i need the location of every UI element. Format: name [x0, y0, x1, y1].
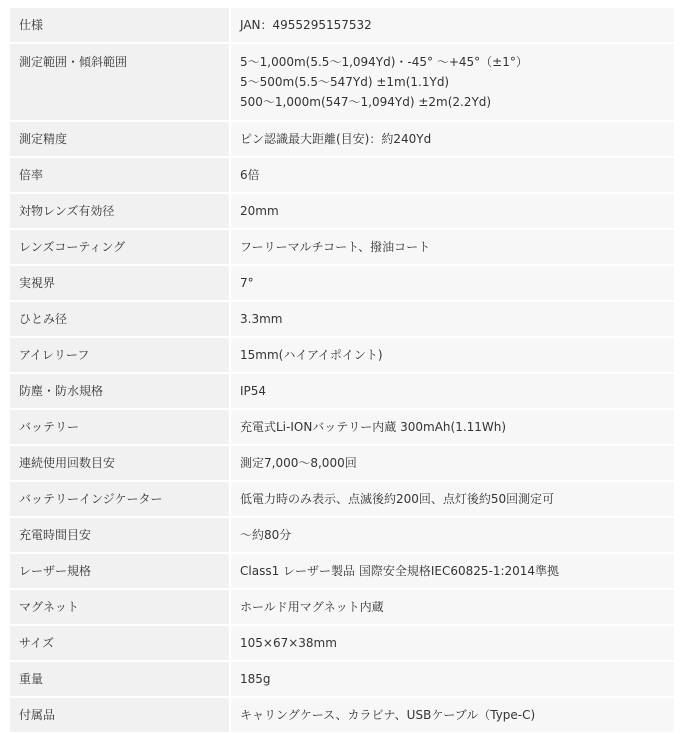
- spec-label: マグネット: [10, 589, 230, 625]
- spec-value-line: 〜約80分: [240, 528, 292, 542]
- spec-value-line: 測定7,000〜8,000回: [240, 456, 357, 470]
- spec-value: [230, 409, 674, 445]
- spec-value: [230, 8, 674, 43]
- spec-label: サイズ: [10, 625, 230, 661]
- spec-label: バッテリー: [10, 409, 230, 445]
- spec-label: 仕様: [10, 8, 230, 43]
- spec-row-magnification: [10, 157, 674, 193]
- spec-row-lens-coating: [10, 229, 674, 265]
- spec-table-body: [10, 8, 674, 733]
- spec-row-accessories: [10, 697, 674, 733]
- spec-value: [230, 157, 674, 193]
- spec-label: 測定精度: [10, 121, 230, 157]
- spec-value: [230, 373, 674, 409]
- spec-row-battery-indicator: [10, 481, 674, 517]
- spec-row-weight: [10, 661, 674, 697]
- spec-value: [230, 43, 674, 121]
- spec-value-line: 5〜1,000m(5.5〜1,094Yd)・-45° 〜+45°（±1°）: [240, 55, 528, 69]
- spec-value: [230, 265, 674, 301]
- spec-value-line: ピン認識最大距離(目安)：約240Yd: [240, 132, 432, 146]
- spec-row-range: [10, 43, 674, 121]
- spec-value-line: JAN：4955295157532: [240, 18, 372, 32]
- spec-label: 倍率: [10, 157, 230, 193]
- spec-value-line: 20mm: [240, 204, 279, 218]
- spec-value-line: 低電力時のみ表示、点滅後約200回、点灯後約50回測定可: [240, 492, 555, 506]
- spec-value: [230, 337, 674, 373]
- spec-row-accuracy: [10, 121, 674, 157]
- spec-value: [230, 589, 674, 625]
- spec-table: [10, 8, 674, 734]
- spec-row-objective-lens: [10, 193, 674, 229]
- spec-row-battery: [10, 409, 674, 445]
- spec-label: 測定範囲・傾斜範囲: [10, 43, 230, 121]
- spec-value: [230, 121, 674, 157]
- spec-label: バッテリーインジケーター: [10, 481, 230, 517]
- spec-value-line: 185g: [240, 672, 271, 686]
- spec-label: 連続使用回数目安: [10, 445, 230, 481]
- spec-value: [230, 193, 674, 229]
- spec-value-line: IP54: [240, 384, 267, 398]
- spec-value-line: 7°: [240, 276, 254, 290]
- spec-row-field-of-view: [10, 265, 674, 301]
- spec-value-line: フーリーマルチコート、撥油コート: [240, 240, 431, 254]
- spec-value-line: 15mm(ハイアイポイント): [240, 348, 383, 362]
- spec-row-usage-count: [10, 445, 674, 481]
- spec-row-eye-relief: [10, 337, 674, 373]
- spec-value-line: キャリングケース、カラビナ、USBケーブル（Type-C): [240, 708, 536, 722]
- spec-value-line: 5〜500m(5.5〜547Yd) ±1m(1.1Yd): [240, 75, 450, 89]
- spec-row-exit-pupil: [10, 301, 674, 337]
- spec-label: ひとみ径: [10, 301, 230, 337]
- spec-label: 対物レンズ有効径: [10, 193, 230, 229]
- spec-value: [230, 661, 674, 697]
- spec-label: アイレリーフ: [10, 337, 230, 373]
- spec-value-line: Class1 レーザー製品 国際安全規格IEC60825-1:2014準拠: [240, 564, 560, 578]
- spec-value-line: 充電式Li-IONバッテリー内蔵 300mAh(1.11Wh): [240, 420, 507, 434]
- spec-value-line: 500〜1,000m(547〜1,094Yd) ±2m(2.2Yd): [240, 95, 492, 109]
- spec-label: 実視界: [10, 265, 230, 301]
- spec-row-waterproof: [10, 373, 674, 409]
- spec-value-line: 3.3mm: [240, 312, 283, 326]
- spec-value: [230, 517, 674, 553]
- spec-label: 充電時間目安: [10, 517, 230, 553]
- spec-label: 防塵・防水規格: [10, 373, 230, 409]
- spec-label: レーザー規格: [10, 553, 230, 589]
- spec-row-charge-time: [10, 517, 674, 553]
- spec-value: [230, 301, 674, 337]
- spec-row-spec: [10, 8, 674, 43]
- spec-value-line: 105×67×38mm: [240, 636, 337, 650]
- spec-label: 付属品: [10, 697, 230, 733]
- spec-label: 重量: [10, 661, 230, 697]
- spec-value: [230, 625, 674, 661]
- spec-value: [230, 697, 674, 733]
- spec-row-size: [10, 625, 674, 661]
- spec-value: [230, 229, 674, 265]
- spec-row-magnet: [10, 589, 674, 625]
- spec-row-laser-standard: [10, 553, 674, 589]
- spec-label: レンズコーティング: [10, 229, 230, 265]
- spec-value-line: ホールド用マグネット内蔵: [240, 600, 384, 614]
- spec-value-line: 6倍: [240, 168, 260, 182]
- spec-value: [230, 481, 674, 517]
- spec-value: [230, 553, 674, 589]
- spec-value: [230, 445, 674, 481]
